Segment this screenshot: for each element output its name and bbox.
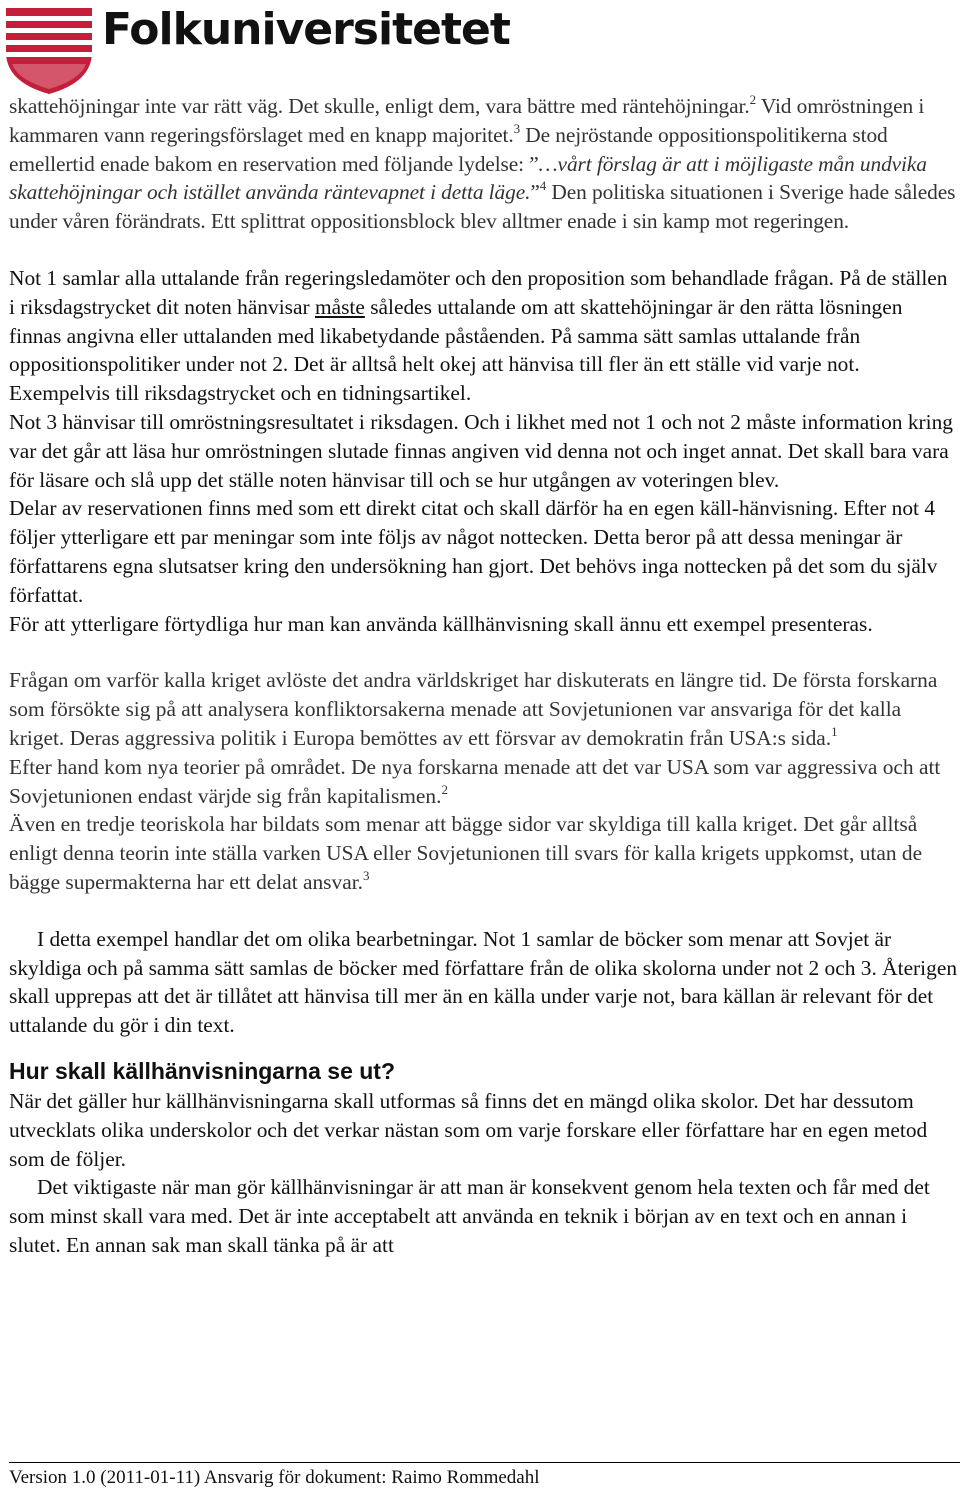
paragraph-context: skattehöjningar inte var rätt väg. Det skulle, enligt dem, vara bättre med räntehöjningar.$^2$ Vid omröstningen i kammaren vann regeringsförslaget med en knapp majoritet.$^3$ De nejröstande oppositionspolitikerna stod emellertid enade bakom en reservation med följande lydelse: ”…vårt förslag är att i möjligaste mån undvika skattehöjningar och istället använda räntevapnet i detta läge.”$^4$ Den politiska situationen i Sverige hade således under våren förändrats. Ett splittrat oppositionsblock blev alltmer enade i sin kamp mot regeringen.: [9, 92, 956, 234]
footnote-ref: 1: [831, 723, 838, 739]
footnote-ref: 2: [441, 781, 448, 797]
reservation-quote: …vårt förslag är att i möjligaste mån undvika skattehöjningar och istället använda räntevapnet i detta läge.: [9, 151, 927, 205]
example-text: Frågan om varför kalla kriget avlöste det andra världskriget har diskuterats en längre tid. De första forskarna som försökte sig på att analysera konfliktorsakerna menade att Sovjetunionen var ansvariga för det kalla kriget. Deras aggressiva politik i Europa bemöttes av ett försvar av demokratin från USA:s sida.$^1$ Efter hand kom nya teorier på området. De nya forskarna menade att det var USA som var aggressiva och att Sovjetunionen endast värjde sig från kapitalismen.$^2$ Även en tredje teoriskola har bildats som menar att bägge sidor var skyldiga till kalla kriget. Det går alltså enligt denna teorin inte ställa varken USA eller Sovjetunionen till svars för kalla krigets uppkomst, utan de bägge supermakterna har ett delat ansvar.$^3$: [9, 668, 941, 894]
footnote-ref: 4: [539, 178, 547, 194]
paragraph-consistency: Det viktigaste när man gör källhänvisningar är att man är konsekvent genom hela texten och får med det som minst skall vara med. Det är inte acceptabelt att använda en teknik i början av en text och en annan i slutet. En annan sak man skall tänka på är att: [9, 1175, 930, 1257]
footer-divider: [9, 1462, 960, 1463]
paragraph-schools: När det gäller hur källhänvisningarna skall utformas så finns det en mängd olika skolor. Det har dessutom utvecklats olika underskolor och det verkar nästan som om varje forskare eller författare har en egen metod som de följer.: [9, 1088, 928, 1171]
section-heading: Hur skall källhänvisningarna se ut?: [9, 1057, 396, 1084]
document-header: [6, 2, 510, 94]
footnote-ref: 3: [362, 867, 370, 883]
footnote-ref: 2: [749, 92, 757, 107]
paragraph-example-explanation: I detta exempel handlar det om olika bearbetningar. Not 1 samlar de böcker som menar att Sovjet är skyldiga och på samma sätt samlas de böcker med författare från de olika skolorna under not 2 och 3. Återigen skall upprepas att det är tillåtet att hänvisa till mer än en källa under varje not, bara källan är relevant för det uttalande du gör i din text.: [9, 926, 958, 1038]
folkuniversitetet-logo-icon: [6, 2, 92, 94]
footer-version: Version 1.0 (2011-01-11) Ansvarig för dokument: Raimo Rommedahl: [9, 1467, 540, 1488]
footnote-ref: 3: [513, 120, 521, 136]
emphasis-underline: måste: [314, 294, 365, 319]
paragraph-not3: Not 3 hänvisar till omröstningsresultatet i riksdagen. Och i likhet med not 1 och not 2 måste information kring var det går att läsa hur omröstningen slutade finnas angiven vid denna not och inget annat. Det skall bara vara för läsare och slå upp det ställe noten hänvisar till och se hur utgången av voteringen blev.: [9, 409, 953, 492]
paragraph-example-intro: För att ytterligare förtydliga hur man kan använda källhänvisning skall ännu ett exempel presenteras.: [9, 611, 873, 636]
brand-name: Folkuniversitetet: [102, 4, 510, 55]
paragraph-not1: Not 1 samlar alla uttalande från regeringsledamöter och den proposition som behandlade frågan. På de ställen i riksdagstrycket dit noten hänvisar måste således uttalande om att skattehöjningar är den rätta lösningen finnas angivna eller uttalanden med likabetydande påståenden. På samma sätt samlas uttalande från oppositionspolitiker under not 2. Det är alltså helt okej att hänvisa till fler än ett ställe vid varje not. Exempelvis till riksdagstrycket och en tidningsartikel.: [9, 265, 948, 406]
paragraph-reservation: Delar av reservationen finns med som ett direkt citat och skall därför ha en egen käll-hänvisning. Efter not 4 följer ytterligare ett par meningar som inte följs av något nottecken. Detta beror på att dessa meningar är författarens egna slutsatser kring den undersökning han gjort. Det behövs inga nottecken på det som du själv författat.: [9, 496, 938, 607]
document-body: [9, 92, 957, 1260]
